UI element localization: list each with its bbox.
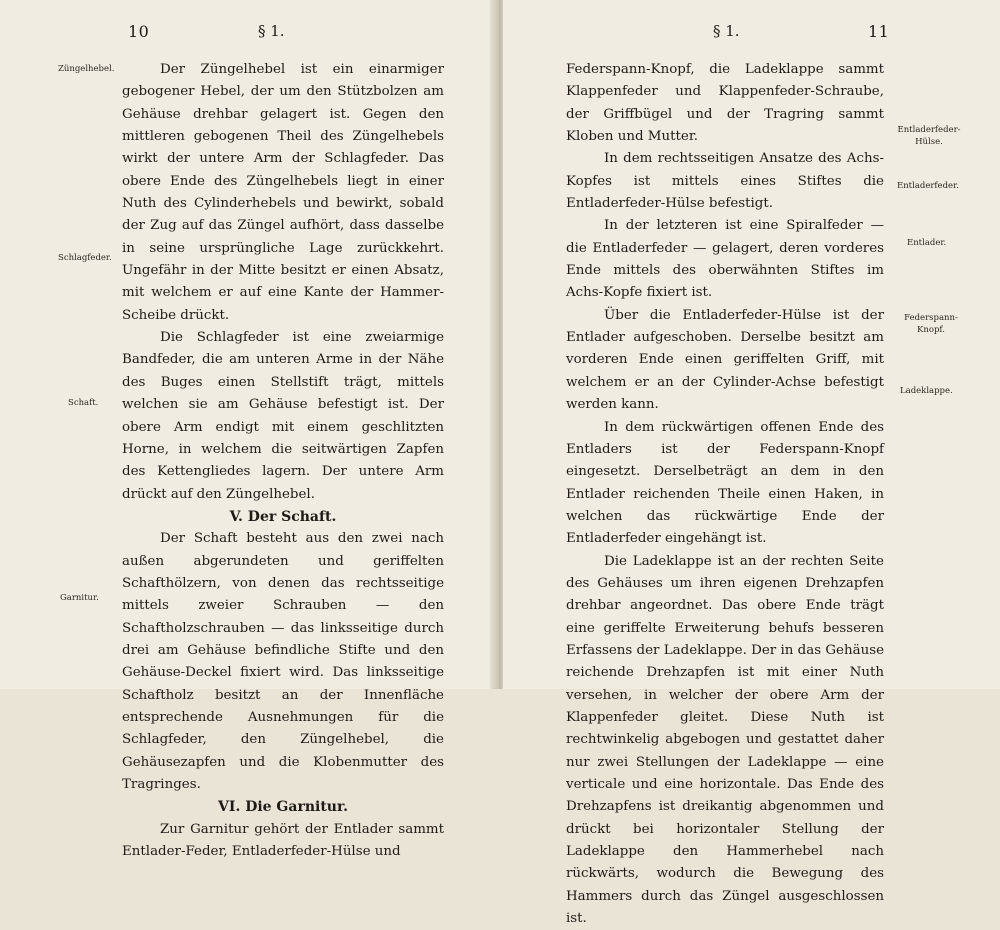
margin-note-entlader: Entlader. [907,238,947,248]
heading-garnitur: VI. Die Garnitur. [218,799,348,816]
section-mark-left: § 1. [258,22,285,40]
paragraph-federspann-knopf: In dem rückwärtigen offenen Ende des Entladers ist der Federspann-Knopf eingesetzt. Derselbeträgt an dem in den Entlader reichenden Theile einen Haken, in welchen das rückwärtige Ende der Entladerfeder eingehängt ist. [566,419,884,547]
paragraph-entladerfeder-huelse: In dem rechtsseitigen Ansatze des Achs-Kopfes ist mittels eines Stiftes die Entladerfeder-Hülse befestigt. [566,151,884,212]
paragraph-entladerfeder: In der letzteren ist eine Spiralfeder — die Entladerfeder — gelagert, deren vorderes Ende mittels des oberwähnten Stiftes im Achs-Kopfe fixiert ist. [566,218,884,301]
page-number-right: 11 [868,22,890,41]
right-page [503,0,1000,927]
paragraph-schaft: Der Schaft besteht aus den zwei nach außen abgerundeten und geriffelten Schafthölzern, von denen das rechtsseitige mittels zweier Schrauben — den Schaftholzschrauben — das linksseitige durch drei am Gehäuse befindliche Stifte und den Gehäuse-Deckel fixiert wird. Das linksseitige Schaftholz besitzt an der Innenfläche entsprechende Ausnehmungen für die Schlagfeder, den Züngelhebel, die Gehäusezapfen und die Klobenmutter des Tragringes. [122,531,444,792]
margin-note-garnitur: Garnitur. [60,593,99,603]
left-body-text [122,59,444,863]
margin-note-entladerfeder-huelse: Entladerfeder-Hülse. [897,125,961,147]
margin-note-schlagfeder: Schlagfeder. [58,253,112,263]
paragraph-zuengelhebel: Der Züngelhebel ist ein einarmiger gebogener Hebel, der um den Stützbolzen am Gehäuse drehbar gelagert ist. Gegen den mittleren gebogenen Theil des Züngelhebels wirkt der untere Arm der Schlagfeder. Das obere Ende des Züngelhebels liegt in einer Nuth des Cylinderhebels und bewirkt, sobald der Zug auf das Züngel aufhört, dass dasselbe in seine ursprüngliche Lage zurückkehrt. Ungefähr in der Mitte besitzt er einen Absatz, mit welchem er auf eine Kante der Hammer-Scheibe drückt. [122,62,444,323]
left-page [0,0,497,860]
paragraph-schlagfeder: Die Schlagfeder ist eine zweiarmige Bandfeder, die am unteren Arme in der Nähe des Buges einen Stellstift trägt, mittels welchen sie am Gehäuse befestigt ist. Der obere Arm endigt mit einem geschlitzten Horne, in welchem die seitwärtigen Zapfen des Kettengliedes lagern. Der untere Arm drückt auf den Züngelhebel. [122,330,444,502]
paragraph-garnitur-cont: Federspann-Knopf, die Ladeklappe sammt Klappenfeder und Klappenfeder-Schraube, der Griffbügel und der Tragring sammt Kloben und Mutter. [566,62,884,145]
margin-note-zuengelhebel: Züngelhebel. [58,64,115,74]
margin-note-federspann-knopf: Federspann-Knopf. [904,313,958,335]
right-body-text [566,59,884,930]
page-number-left: 10 [128,22,150,41]
paragraph-entlader: Über die Entladerfeder-Hülse ist der Entlader aufgeschoben. Derselbe besitzt am vorderen Ende einen geriffelten Griff, mit welchem er an der Cylinder-Achse befestigt werden kann. [566,307,884,413]
paragraph-garnitur: Zur Garnitur gehört der Entlader sammt Entlader-Feder, Entladerfeder-Hülse und [122,821,444,860]
margin-note-ladeklappe: Ladeklappe. [900,386,953,396]
margin-note-schaft: Schaft. [68,398,99,408]
heading-schaft: V. Der Schaft. [229,508,337,525]
margin-note-entladerfeder: Entladerfeder. [897,181,959,191]
paragraph-ladeklappe: Die Ladeklappe ist an der rechten Seite des Gehäuses um ihren eigenen Drehzapfen drehbar angeordnet. Das obere Ende trägt eine geriffelte Erweiterung behufs besseren Erfassens der Ladeklappe. Der in das Gehäuse reichende Drehzapfen ist mit einer Nuth versehen, in welcher der obere Arm der Klappenfeder gleitet. Diese Nuth ist rechtwinkelig abgebogen und gestattet daher nur zwei Stellungen der Ladeklappe — eine verticale und eine horizontale. Das Ende des Drehzapfens ist dreikantig abgenommen und drückt bei horizontaler Stellung der Ladeklappe den Hammerhebel nach rückwärts, wodurch die Bewegung des Hammers durch das Züngel ausgeschlossen ist. [566,553,884,927]
section-mark-right: § 1. [713,22,740,40]
